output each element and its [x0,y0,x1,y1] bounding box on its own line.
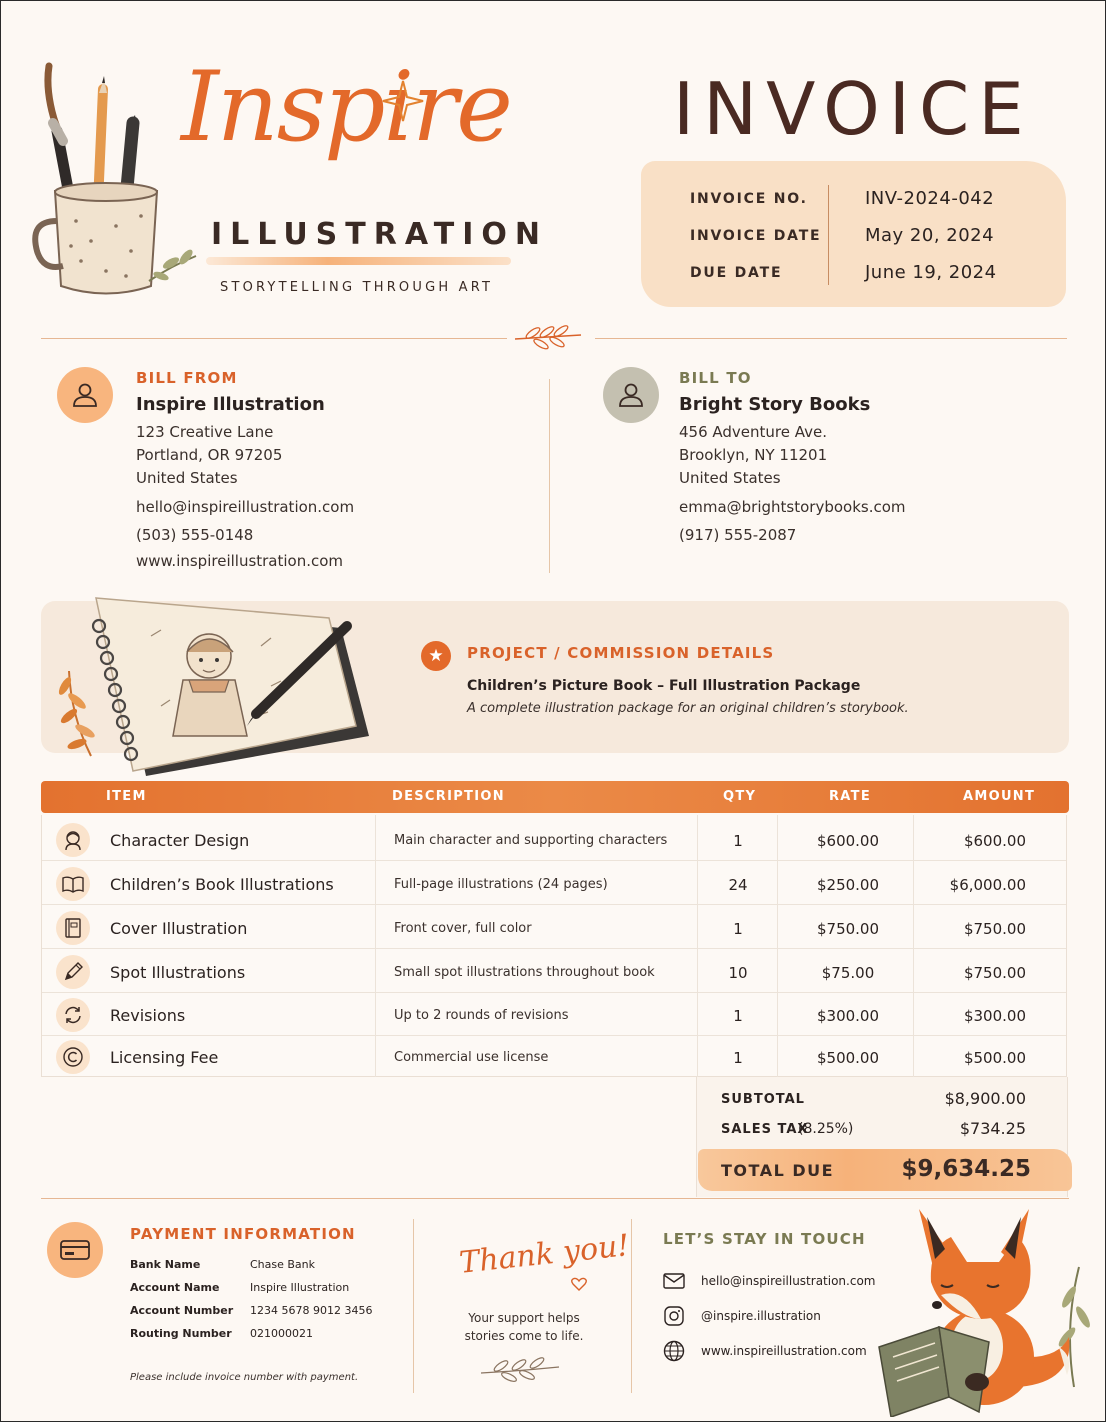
item-qty: 1 [733,920,743,938]
credit-card-icon [59,1238,91,1262]
payment-avatar [47,1222,103,1278]
item-rate: $500.00 [816,1049,880,1067]
col-header-amount: AMOUNT [963,789,1036,804]
meta-divider [828,185,829,285]
item-description: Up to 2 rounds of revisions [394,1008,569,1023]
col-header-description: DESCRIPTION [392,789,505,804]
item-rate: $300.00 [816,1007,880,1025]
item-name: Revisions [110,1006,186,1025]
item-name: Character Design [110,831,250,850]
bill-to-title: BILL TO [679,369,752,387]
table-row [42,949,1066,993]
bill-to-address-line: Brooklyn, NY 11201 [679,446,828,464]
pen-cup-illustration [31,61,201,301]
bill-from-website[interactable]: www.inspireillustration.com [136,552,344,570]
book-cover-icon [56,911,90,945]
bank-name-value: Chase Bank [250,1258,316,1271]
bill-to-phone: (917) 555-2087 [679,526,797,544]
fox-reading-illustration [869,1207,1097,1417]
subtotal-label: SUBTOTAL [721,1092,805,1107]
payment-note: Please include invoice number with payment. [130,1372,359,1383]
sprig-ornament-icon [477,1357,563,1383]
bill-to-address-line: United States [679,469,781,487]
total-due-value: $9,634.25 [901,1156,1031,1182]
brand-caps-name: ILLUSTRATION [211,217,548,252]
bill-from-address-line: Portland, OR 97205 [136,446,283,464]
item-qty: 24 [728,876,748,894]
brand-underline [206,257,511,265]
item-description: Small spot illustrations throughout book [394,965,655,980]
refresh-icon [56,998,90,1032]
item-amount: $6,000.00 [949,876,1026,894]
table-row [42,817,1066,861]
bill-to-email[interactable]: emma@brightstorybooks.com [679,498,906,516]
header-divider-left [41,338,507,339]
bill-from-address-line: 123 Creative Lane [136,423,274,441]
col-header-item: ITEM [106,789,147,804]
routing-number-value: 021000021 [250,1327,313,1340]
child-face-icon [56,823,90,857]
bill-divider [549,379,550,573]
contact-title: LET’S STAY IN TOUCH [663,1230,866,1248]
item-name: Children’s Book Illustrations [110,875,334,894]
account-number-value: 1234 5678 9012 3456 [250,1304,373,1317]
item-qty: 1 [733,832,743,850]
star-icon: ★ [421,641,451,671]
payment-title: PAYMENT INFORMATION [130,1225,356,1243]
sales-tax-value: $734.25 [959,1119,1026,1138]
project-description: A complete illustration package for an original children’s storybook. [467,701,909,716]
total-due-label: TOTAL DUE [721,1161,835,1180]
header-divider-right [595,338,1067,339]
footer-divider [41,1198,1069,1199]
item-amount: $300.00 [963,1007,1026,1025]
item-amount: $500.00 [963,1049,1026,1067]
sketchbook-illustration [51,576,376,786]
bill-to-address-line: 456 Adventure Ave. [679,423,828,441]
copyright-icon [56,1040,90,1074]
line-items-table [41,815,1067,1077]
bill-to-name: Bright Story Books [679,394,871,415]
bill-from-avatar [57,367,113,423]
heart-icon [571,1277,587,1291]
project-name: Children’s Picture Book – Full Illustration Package [467,678,861,694]
brand-tagline: STORYTELLING THROUGH ART [220,280,494,295]
bank-name-label: Bank Name [130,1258,201,1271]
item-amount: $750.00 [963,964,1026,982]
sprig-ornament-icon [511,323,585,353]
table-row [42,992,1066,1036]
bill-from-email[interactable]: hello@inspireillustration.com [136,498,355,516]
item-qty: 1 [733,1049,743,1067]
item-description: Main character and supporting characters [394,833,668,848]
thanks-message-line2: stories come to life. [464,1329,584,1343]
sparkle-icon [381,79,425,123]
item-qty: 10 [728,964,748,982]
col-header-rate: RATE [829,789,872,804]
invoice-no-label: INVOICE NO. [690,191,808,207]
user-icon [617,381,645,409]
footer-col-divider [631,1219,632,1393]
item-description: Commercial use license [394,1050,549,1065]
item-rate: $250.00 [816,876,880,894]
instagram-icon [663,1305,685,1327]
mail-icon [663,1270,685,1292]
item-name: Cover Illustration [110,919,248,938]
item-amount: $750.00 [963,920,1026,938]
item-name: Licensing Fee [110,1048,219,1067]
routing-number-label: Routing Number [130,1327,232,1340]
invoice-no-value: INV-2024-042 [865,188,995,209]
pencil-icon [56,955,90,989]
invoice-date-label: INVOICE DATE [690,228,822,244]
bill-from-name: Inspire Illustration [136,394,325,415]
account-name-label: Account Name [130,1281,220,1294]
globe-icon [663,1340,685,1362]
due-date-label: DUE DATE [690,265,783,281]
bill-from-title: BILL FROM [136,369,238,387]
footer-col-divider [413,1219,414,1393]
item-description: Full-page illustrations (24 pages) [394,877,608,892]
col-header-qty: QTY [723,789,757,804]
account-number-label: Account Number [130,1304,234,1317]
bill-to-avatar [603,367,659,423]
table-row [42,861,1066,905]
item-qty: 1 [733,1007,743,1025]
contact-instagram[interactable]: @inspire.illustration [701,1309,821,1323]
contact-website[interactable]: www.inspireillustration.com [701,1344,867,1358]
item-rate: $75.00 [821,964,875,982]
invoice-title: INVOICE [673,67,1033,151]
due-date-value: June 19, 2024 [865,262,997,283]
thank-you-script: Thank you! [457,1228,632,1281]
contact-email[interactable]: hello@inspireillustration.com [701,1274,876,1288]
sales-tax-label: SALES TAX [721,1122,809,1137]
item-amount: $600.00 [963,832,1026,850]
open-book-icon [56,867,90,901]
brand-script-name: Inspire [181,51,511,163]
account-name-value: Inspire Illustration [250,1281,350,1294]
table-row [42,905,1066,949]
bill-from-phone: (503) 555-0148 [136,526,254,544]
sales-tax-rate: (8.25%) [798,1121,854,1137]
invoice-date-value: May 20, 2024 [865,225,995,246]
project-title: PROJECT / COMMISSION DETAILS [467,644,775,662]
item-rate: $750.00 [816,920,880,938]
table-row [42,1034,1066,1078]
subtotal-value: $8,900.00 [944,1089,1026,1108]
item-description: Front cover, full color [394,921,532,936]
item-name: Spot Illustrations [110,963,246,982]
table-header [41,781,1069,813]
user-icon [71,381,99,409]
thanks-message-line1: Your support helps [468,1311,580,1325]
bill-from-address-line: United States [136,469,238,487]
item-rate: $600.00 [816,832,880,850]
